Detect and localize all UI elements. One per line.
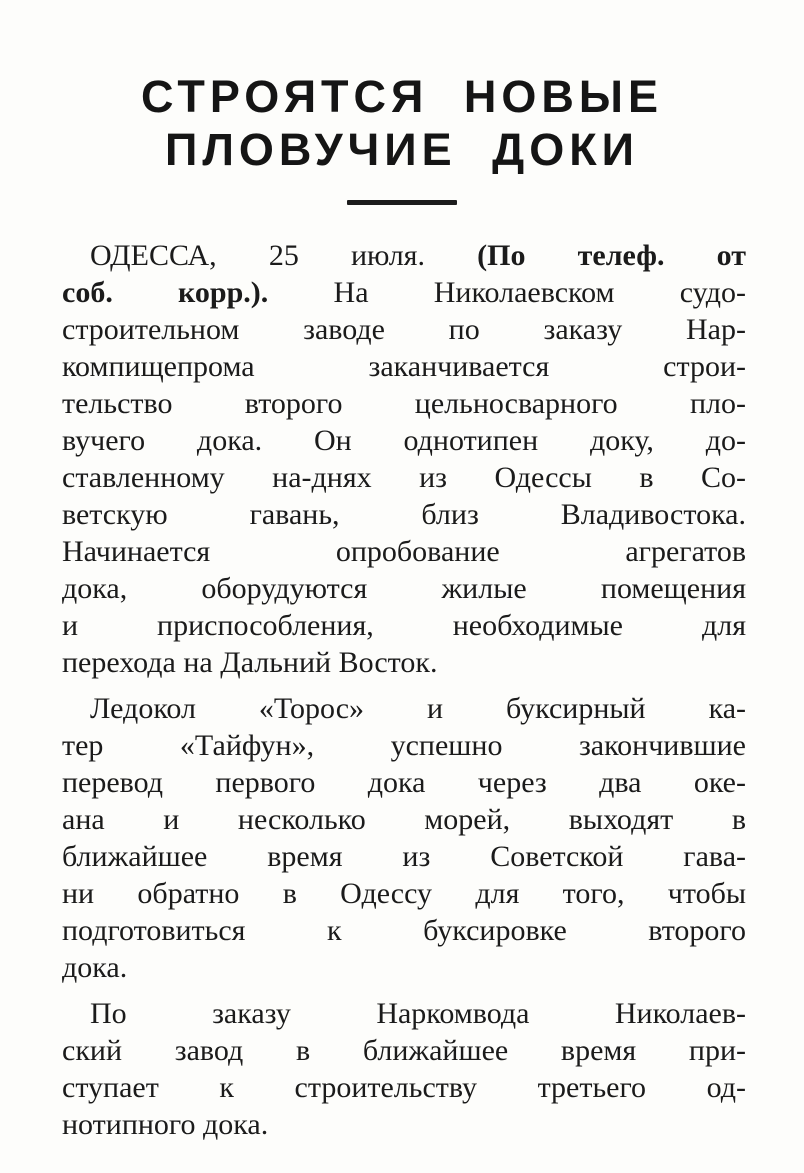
text-segment: перевод первого дока через два оке- — [62, 766, 746, 799]
text-line — [62, 385, 746, 422]
text-line — [62, 348, 746, 385]
headline-line-2: ПЛОВУЧИЕ ДОКИ — [164, 124, 640, 175]
text-line — [62, 533, 746, 570]
text-segment: По заказу Наркомвода Николаев- — [90, 997, 746, 1030]
headline-line-1: СТРОЯТСЯ НОВЫЕ — [141, 71, 663, 122]
text-line — [62, 838, 746, 875]
text-line — [62, 949, 746, 986]
text-segment: ступает к строительству третьего од- — [62, 1071, 746, 1104]
text-line — [62, 422, 746, 459]
article-body — [0, 205, 804, 1143]
text-line — [62, 644, 746, 681]
text-line — [62, 875, 746, 912]
text-segment: На Николаевском судо- — [333, 276, 746, 309]
text-line — [62, 690, 746, 727]
text-segment: строительном заводе по заказу Нар- — [62, 313, 746, 346]
text-line — [62, 912, 746, 949]
text-segment: и приспособления, необходимые для — [62, 609, 746, 642]
text-line — [62, 727, 746, 764]
text-line — [62, 1069, 746, 1106]
text-segment: Начинается опробование агрегатов — [62, 535, 746, 568]
text-line — [62, 496, 746, 533]
text-segment: ветскую гавань, близ Владивостока. — [62, 498, 746, 531]
text-segment: тер «Тайфун», успешно закончившие — [62, 729, 746, 762]
text-segment: ближайшее время из Советской гава- — [62, 840, 746, 873]
text-line — [62, 801, 746, 838]
headline — [0, 70, 804, 176]
paragraph — [62, 237, 746, 681]
text-segment: нотипного дока. — [62, 1108, 269, 1141]
text-line — [62, 995, 746, 1032]
text-segment: ОДЕССА, 25 июля. — [90, 239, 478, 272]
text-line — [62, 1106, 746, 1143]
text-line — [62, 607, 746, 644]
text-segment: ана и несколько морей, выходят в — [62, 803, 746, 836]
text-segment: вучего дока. Он однотипен доку, до- — [62, 424, 746, 457]
text-line — [62, 459, 746, 496]
paragraph — [62, 995, 746, 1143]
text-segment: дока. — [62, 951, 128, 984]
text-segment: перехода на Дальний Восток. — [62, 646, 438, 679]
text-line — [62, 1032, 746, 1069]
text-segment: Ледокол «Торос» и буксирный ка- — [90, 692, 746, 725]
paragraph — [62, 690, 746, 986]
text-line — [62, 274, 746, 311]
bold-text-segment: (По телеф. от — [477, 239, 746, 272]
text-segment: ни обратно в Одессу для того, чтобы — [62, 877, 746, 910]
text-line — [62, 570, 746, 607]
text-line — [62, 237, 746, 274]
text-segment: тельство второго цельносварного пло- — [62, 387, 746, 420]
text-segment: компищепрома заканчивается строи- — [62, 350, 746, 383]
text-segment: подготовиться к буксировке второго — [62, 914, 746, 947]
text-segment: ставленному на-днях из Одессы в Со- — [62, 461, 746, 494]
text-line — [62, 311, 746, 348]
text-line — [62, 764, 746, 801]
bold-text-segment: соб. корр.). — [62, 276, 334, 309]
text-segment: дока, оборудуются жилые помещения — [62, 572, 746, 605]
text-segment: ский завод в ближайшее время при- — [62, 1034, 746, 1067]
